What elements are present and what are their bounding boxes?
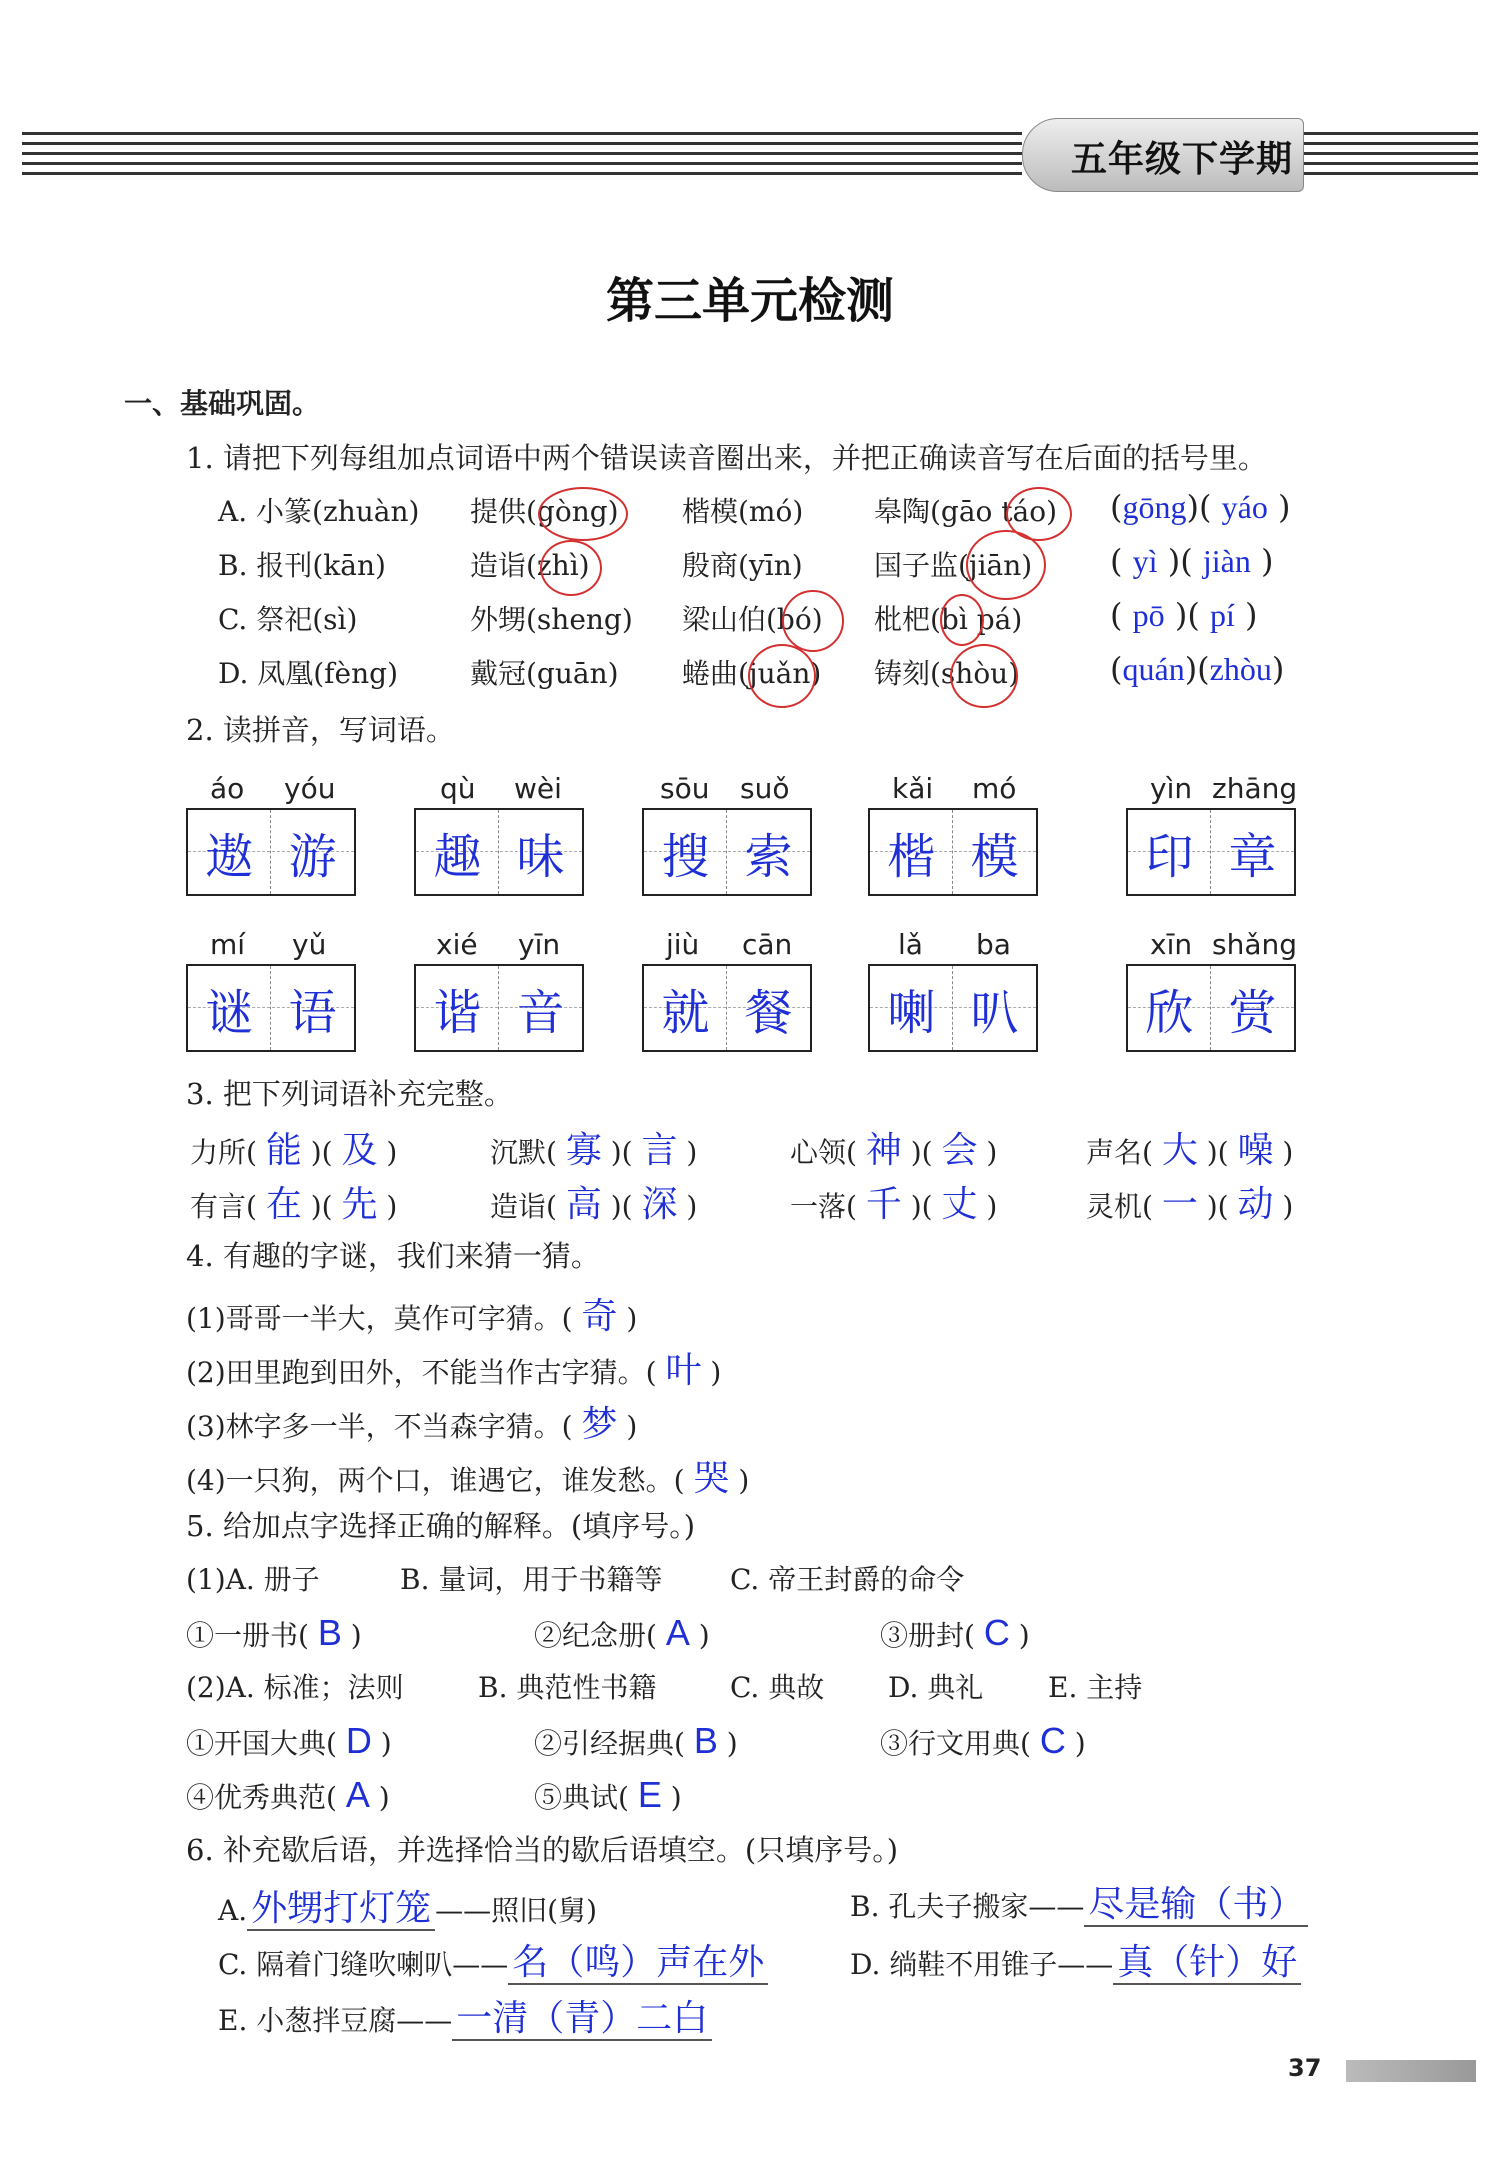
pinyin: kǎi <box>892 772 934 805</box>
header-rule-9 <box>1300 162 1478 165</box>
q1-d-ans2: zhòu <box>1209 651 1272 687</box>
q1-a-answer: (gōng)( yáo ) <box>1110 488 1291 526</box>
answer: 真（针）好 <box>1113 1942 1301 1985</box>
answer: 一清（青）二白 <box>452 1998 712 2041</box>
answer: 噪 <box>1237 1130 1274 1171</box>
char: 索 <box>744 829 793 885</box>
answer: A <box>665 1612 690 1653</box>
answer: 先 <box>341 1184 378 1225</box>
q1-d-circle-1 <box>748 644 816 708</box>
char-box <box>186 808 356 896</box>
char: 餐 <box>744 985 793 1041</box>
q6-prompt: 6. 补充歇后语，并选择恰当的歇后语填空。(只填序号。) <box>186 1833 899 1867</box>
option: C. 帝王封爵的命令 <box>730 1563 965 1596</box>
answer: 外甥打灯笼 <box>247 1888 435 1931</box>
header-rule-2 <box>22 142 1022 145</box>
q1-b-answer: ( yì )( jiàn ) <box>1110 542 1274 580</box>
q1-c-3: 梁山伯(bó) <box>682 603 823 636</box>
q1-c-1: C. 祭祀(sì) <box>218 603 358 636</box>
header-rule-5 <box>22 172 1022 175</box>
char: 模 <box>970 829 1019 885</box>
char: 欣 <box>1145 985 1194 1041</box>
char-box <box>414 808 584 896</box>
option: D. 典礼 <box>888 1671 984 1704</box>
pinyin: mí <box>210 928 246 961</box>
char-box <box>1126 808 1296 896</box>
q3-r2-2: 造诣( 高 )( 深 ) <box>490 1184 698 1225</box>
q3-r2-3: 一落( 千 )( 丈 ) <box>790 1184 998 1225</box>
answer: 会 <box>941 1130 978 1171</box>
answer: 奇 <box>581 1296 618 1337</box>
q3-r1-2: 沉默( 寡 )( 言 ) <box>490 1130 698 1171</box>
pinyin: yìn <box>1150 772 1193 805</box>
q1-prompt: 1. 请把下列每组加点词语中两个错误读音圈出来，并把正确读音写在后面的括号里。 <box>186 441 1267 475</box>
char-box <box>642 964 812 1052</box>
q1-c-ans2: pí <box>1209 597 1235 633</box>
q1-d-ans1: quán <box>1122 651 1185 687</box>
page-number: 37 <box>1288 2054 1322 2082</box>
char: 印 <box>1145 829 1194 885</box>
pinyin: sōu <box>660 772 710 805</box>
header-rule-3 <box>22 152 1022 155</box>
answer: 及 <box>341 1130 378 1171</box>
header-rule-4 <box>22 162 1022 165</box>
header-rule-10 <box>1300 172 1478 175</box>
char: 游 <box>288 829 337 885</box>
pinyin: lǎ <box>898 928 923 961</box>
char: 遨 <box>205 829 254 885</box>
answer: C <box>1039 1720 1066 1761</box>
answer: 言 <box>641 1130 678 1171</box>
char: 语 <box>288 985 337 1041</box>
page-number-bar <box>1346 2060 1476 2082</box>
option: C. 典故 <box>730 1671 825 1704</box>
char: 章 <box>1228 829 1277 885</box>
pinyin: cān <box>742 928 793 961</box>
pinyin: yīn <box>518 928 561 961</box>
char-box <box>1126 964 1296 1052</box>
char: 叭 <box>970 985 1019 1041</box>
pinyin: zhāng <box>1212 772 1298 805</box>
char-box <box>186 964 356 1052</box>
page-title: 第三单元检测 <box>605 273 894 329</box>
q6-e: E. 小葱拌豆腐—— 一清（青）二白 <box>218 1990 712 2041</box>
q1-a-2: 提供(gòng) <box>470 495 619 528</box>
option: E. 主持 <box>1048 1671 1143 1704</box>
q6-a: A. 外甥打灯笼 ——照旧(舅) <box>218 1888 597 1929</box>
q1-b-3: 殷商(yīn) <box>682 549 803 582</box>
answer: 尽是输（书） <box>1084 1884 1308 1927</box>
grade-label: 五年级下学期 <box>1071 139 1294 180</box>
q1-b-ans2: jiàn <box>1202 543 1251 579</box>
char-box <box>868 964 1038 1052</box>
pinyin: qù <box>440 772 476 805</box>
q1-c-circle-2 <box>940 594 984 646</box>
q3-r2-4: 灵机( 一 )( 动 ) <box>1086 1184 1294 1225</box>
answer: 大 <box>1161 1130 1198 1171</box>
q5-g2-item-3: ③行文用典( C ) <box>880 1720 1086 1761</box>
header-rule-6 <box>1300 132 1478 135</box>
char: 味 <box>516 829 565 885</box>
answer: 神 <box>865 1130 902 1171</box>
q6-c: C. 隔着门缝吹喇叭—— 名（鸣）声在外 <box>218 1934 768 1985</box>
answer: C <box>983 1612 1010 1653</box>
option: (1)A. 册子 <box>186 1563 320 1596</box>
q1-c-2: 外甥(sheng) <box>470 603 633 636</box>
q5-g2-item-2: ②引经据典( B ) <box>534 1720 738 1761</box>
char-box <box>414 964 584 1052</box>
answer: 一 <box>1161 1184 1198 1225</box>
q1-d-circle-2 <box>950 644 1018 708</box>
q4-item-1: (1)哥哥一半大，莫作可字猜。( 奇 ) <box>186 1296 638 1337</box>
option: B. 量词，用于书籍等 <box>400 1563 663 1596</box>
q6-b: B. 孔夫子搬家—— 尽是输（书） <box>850 1876 1308 1927</box>
answer: 丈 <box>941 1184 978 1225</box>
q4-item-2: (2)田里跑到田外，不能当作古字猜。( 叶 ) <box>186 1350 722 1391</box>
q1-c-answer: ( pō )( pí ) <box>1110 596 1258 634</box>
char: 赏 <box>1228 985 1277 1041</box>
q2-prompt: 2. 读拼音，写词语。 <box>186 713 455 747</box>
q1-c-circle-1 <box>782 590 844 652</box>
answer: B <box>693 1720 718 1761</box>
q6-d: D. 绱鞋不用锥子—— 真（针）好 <box>850 1934 1301 1985</box>
pinyin: yǔ <box>292 928 327 961</box>
answer: A <box>345 1774 370 1815</box>
char: 谜 <box>205 985 254 1041</box>
pinyin: yóu <box>284 772 336 805</box>
option: B. 典范性书籍 <box>478 1671 657 1704</box>
q1-a-ans1: gōng <box>1122 489 1187 525</box>
q1-d-answer: (quán)(zhòu) <box>1110 650 1285 688</box>
q1-a-ans2: yáo <box>1221 489 1268 525</box>
char-box <box>642 808 812 896</box>
header-rule-7 <box>1300 142 1478 145</box>
q4-item-4: (4)一只狗，两个口，谁遇它，谁发愁。( 哭 ) <box>186 1458 750 1499</box>
q1-b-circle-2 <box>966 530 1046 600</box>
pinyin: wèi <box>514 772 562 805</box>
q5-g2-item-5: ⑤典试( E ) <box>534 1774 682 1815</box>
q3-r1-3: 心领( 神 )( 会 ) <box>790 1130 998 1171</box>
q3-r1-1: 力所( 能 )( 及 ) <box>190 1130 398 1171</box>
q5-g2-item-1: ①开国大典( D ) <box>186 1720 392 1761</box>
q1-b-ans1: yì <box>1132 543 1158 579</box>
char: 楷 <box>887 829 936 885</box>
header-rule-1 <box>22 132 1022 135</box>
q3-r1-4: 声名( 大 )( 噪 ) <box>1086 1130 1294 1171</box>
answer: 千 <box>865 1184 902 1225</box>
answer: 叶 <box>665 1350 702 1391</box>
char-box <box>868 808 1038 896</box>
answer: 梦 <box>581 1404 618 1445</box>
answer: 高 <box>565 1184 602 1225</box>
answer: 能 <box>265 1130 302 1171</box>
q5-g1-item-3: ③册封( C ) <box>880 1612 1030 1653</box>
q5-g1-item-1: ①一册书( B ) <box>186 1612 362 1653</box>
q1-b-1: B. 报刊(kān) <box>218 549 386 582</box>
answer: 深 <box>641 1184 678 1225</box>
char: 就 <box>661 985 710 1041</box>
char: 谐 <box>433 985 482 1041</box>
char: 音 <box>516 985 565 1041</box>
q1-a-3: 楷模(mó) <box>682 495 804 528</box>
q1-b-2: 造诣(zhì) <box>470 549 590 582</box>
q4-item-3: (3)林字多一半，不当森字猜。( 梦 ) <box>186 1404 638 1445</box>
pinyin: jiù <box>666 928 700 961</box>
header-rule-8 <box>1300 152 1478 155</box>
q3-r2-1: 有言( 在 )( 先 ) <box>190 1184 398 1225</box>
q1-d-3: 蜷曲(juǎn) <box>682 657 822 690</box>
answer: D <box>345 1720 372 1761</box>
q1-b-circle-1 <box>540 540 602 596</box>
q1-a-4: 皋陶(gāo táo) <box>874 495 1058 528</box>
pinyin: mó <box>972 772 1017 805</box>
q3-prompt: 3. 把下列词语补充完整。 <box>186 1077 513 1111</box>
q1-d-2: 戴冠(guān) <box>470 657 619 690</box>
q5-prompt: 5. 给加点字选择正确的解释。(填序号。) <box>186 1509 696 1543</box>
answer: B <box>317 1612 342 1653</box>
q1-a-circle-1 <box>538 487 628 541</box>
q4-prompt: 4. 有趣的字谜，我们来猜一猜。 <box>186 1239 600 1273</box>
q1-c-4: 枇杷(bì pá) <box>874 603 1023 636</box>
answer: 名（鸣）声在外 <box>508 1942 768 1985</box>
q1-b-4: 国子监(jiān) <box>874 549 1033 582</box>
q5-g1-item-2: ②纪念册( A ) <box>534 1612 710 1653</box>
answer: E <box>637 1774 662 1815</box>
q1-c-ans1: pō <box>1132 597 1165 633</box>
grade-badge <box>1022 118 1304 192</box>
pinyin: xīn <box>1150 928 1193 961</box>
pinyin: ba <box>976 928 1011 961</box>
q1-d-4: 铸刻(shòu) <box>874 657 1020 690</box>
pinyin: shǎng <box>1212 928 1298 961</box>
option: (2)A. 标准；法则 <box>186 1671 404 1704</box>
answer: 哭 <box>693 1458 730 1499</box>
q1-a-1: A. 小篆(zhuàn) <box>218 495 420 528</box>
pinyin: áo <box>210 772 245 805</box>
char: 趣 <box>433 829 482 885</box>
pinyin: xié <box>436 928 478 961</box>
char: 喇 <box>887 985 936 1041</box>
char: 搜 <box>661 829 710 885</box>
section-heading: 一、基础巩固。 <box>124 387 321 420</box>
answer: 在 <box>265 1184 302 1225</box>
answer: 动 <box>1237 1184 1274 1225</box>
answer: 寡 <box>565 1130 602 1171</box>
q5-g2-item-4: ④优秀典范( A ) <box>186 1774 390 1815</box>
q1-d-1: D. 凤凰(fèng) <box>218 657 398 690</box>
pinyin: suǒ <box>740 772 790 805</box>
